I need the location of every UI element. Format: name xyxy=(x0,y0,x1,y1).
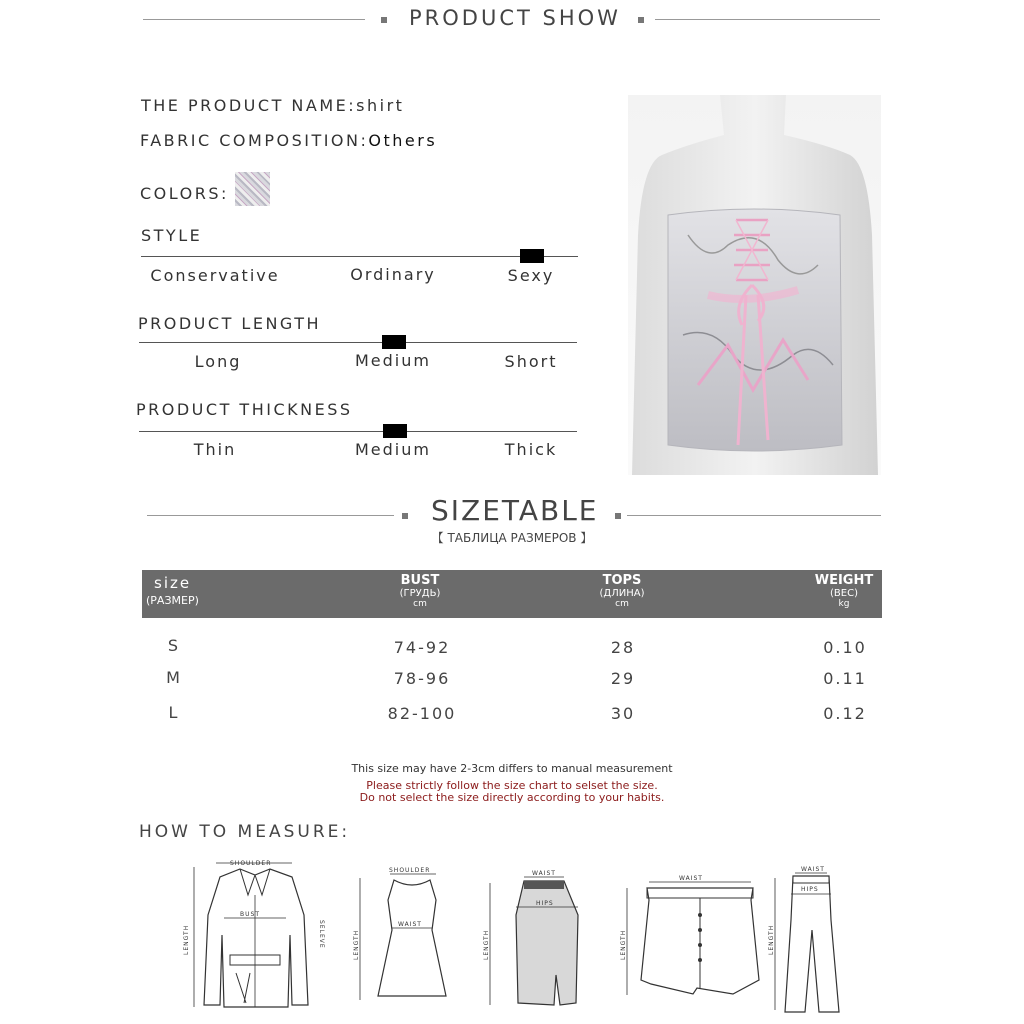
fabric-composition xyxy=(140,131,437,150)
thickness-title: PRODUCT THICKNESS xyxy=(136,400,353,419)
style-marker xyxy=(520,249,544,263)
table-cell-bust: 78-96 xyxy=(393,669,451,688)
length-scale-line xyxy=(139,342,577,343)
length-marker xyxy=(382,335,406,349)
sizetable-title: SIZETABLE xyxy=(431,494,599,527)
note-follow-chart: Please strictly follow the size chart to selset the size. xyxy=(366,779,658,792)
length-option-short: Short xyxy=(504,352,558,371)
product-name-value: shirt xyxy=(356,96,405,115)
header-dot-left xyxy=(381,17,387,23)
th-bust-ru: (ГРУДЬ) xyxy=(399,588,441,599)
length-title: PRODUCT LENGTH xyxy=(138,314,322,333)
th-bust-unit: cm xyxy=(413,599,427,609)
th-weight-label: WEIGHT xyxy=(814,573,874,588)
style-option-ordinary: Ordinary xyxy=(350,265,436,284)
table-cell-weight: 0.11 xyxy=(823,669,867,688)
table-cell-size: M xyxy=(166,668,182,687)
thickness-option-thick: Thick xyxy=(504,440,558,459)
style-option-sexy: Sexy xyxy=(507,266,555,285)
thickness-option-medium: Medium xyxy=(355,440,431,459)
dress-length-label: LENGTH xyxy=(353,929,360,960)
table-cell-bust: 82-100 xyxy=(387,704,457,723)
length-option-medium: Medium xyxy=(355,351,431,370)
style-option-conservative: Conservative xyxy=(150,266,280,285)
product-name-label: THE PRODUCT NAME: xyxy=(141,96,357,115)
sizetable-dot-left xyxy=(402,513,408,519)
shorts-measure-diagram xyxy=(615,870,765,1010)
style-scale-line xyxy=(141,256,578,257)
table-cell-tops: 29 xyxy=(610,669,636,688)
style-title: STYLE xyxy=(141,226,203,245)
table-header xyxy=(142,570,882,618)
length-option-long: Long xyxy=(194,352,242,371)
dress-waist-label: WAIST xyxy=(398,921,422,928)
th-weight-unit: kg xyxy=(838,599,850,609)
table-cell-size: L xyxy=(168,703,180,722)
pants-waist-label: WAIST xyxy=(801,866,825,873)
pants-measure-diagram xyxy=(765,860,845,1020)
colors-label: COLORS: xyxy=(140,184,229,203)
note-habits: Do not select the size directly according to your habits. xyxy=(359,791,665,804)
th-bust-label: BUST xyxy=(400,573,440,588)
th-tops-ru: (ДЛИНА) xyxy=(599,588,645,599)
th-weight-ru: (ВЕС) xyxy=(830,588,858,599)
page-title: PRODUCT SHOW xyxy=(409,6,621,30)
dress-measure-diagram xyxy=(350,860,450,1020)
table-cell-weight: 0.12 xyxy=(823,704,867,723)
th-size-label: size xyxy=(154,574,192,592)
length-label: LENGTH xyxy=(183,924,190,955)
color-swatch[interactable] xyxy=(235,172,270,206)
th-bust xyxy=(370,573,470,609)
dress-shoulder-label: SHOULDER xyxy=(389,867,431,874)
sizetable-dot-right xyxy=(615,513,621,519)
pants-length-label: LENGTH xyxy=(768,924,775,955)
how-to-measure-title: HOW TO MEASURE: xyxy=(139,822,351,842)
table-cell-weight: 0.10 xyxy=(823,638,867,657)
sleeve-label: SELEVE xyxy=(318,920,325,949)
table-cell-tops: 28 xyxy=(610,638,636,657)
header-rule-left xyxy=(143,19,365,20)
note-measurement: This size may have 2-3cm differs to manual measurement xyxy=(351,762,673,775)
skirt-hips-label: HIPS xyxy=(536,900,554,907)
sizetable-subtitle: 【 ТАБЛИЦА РАЗМЕРОВ 】 xyxy=(431,531,593,545)
fabric-label: FABRIC COMPOSITION: xyxy=(140,131,369,150)
th-tops xyxy=(572,573,672,609)
shorts-waist-label: WAIST xyxy=(679,875,703,882)
bust-label: BUST xyxy=(240,911,260,918)
th-size xyxy=(146,574,206,607)
thickness-option-thin: Thin xyxy=(193,440,237,459)
skirt-measure-diagram xyxy=(480,865,590,1015)
skirt-length-label: LENGTH xyxy=(483,929,490,960)
product-photo xyxy=(628,95,881,475)
fabric-value: Others xyxy=(368,131,438,150)
th-tops-unit: cm xyxy=(615,599,629,609)
skirt-waist-label: WAIST xyxy=(532,870,556,877)
th-size-ru: (РАЗМЕР) xyxy=(146,594,199,607)
th-tops-label: TOPS xyxy=(602,573,642,588)
table-cell-bust: 74-92 xyxy=(393,638,451,657)
th-weight xyxy=(794,573,894,609)
header-rule-right xyxy=(655,19,880,20)
pants-hips-label: HIPS xyxy=(801,886,819,893)
sizetable-rule-left xyxy=(147,515,394,516)
header-dot-right xyxy=(638,17,644,23)
shoulder-label: SHOULDER xyxy=(230,860,272,867)
sizetable-rule-right xyxy=(627,515,881,516)
thickness-scale-line xyxy=(139,431,577,432)
jacket-measure-diagram xyxy=(180,855,330,1015)
thickness-marker xyxy=(383,424,407,438)
table-cell-size: S xyxy=(167,636,181,655)
shorts-length-label: LENGTH xyxy=(620,929,627,960)
table-cell-tops: 30 xyxy=(610,704,636,723)
product-name xyxy=(141,96,404,115)
